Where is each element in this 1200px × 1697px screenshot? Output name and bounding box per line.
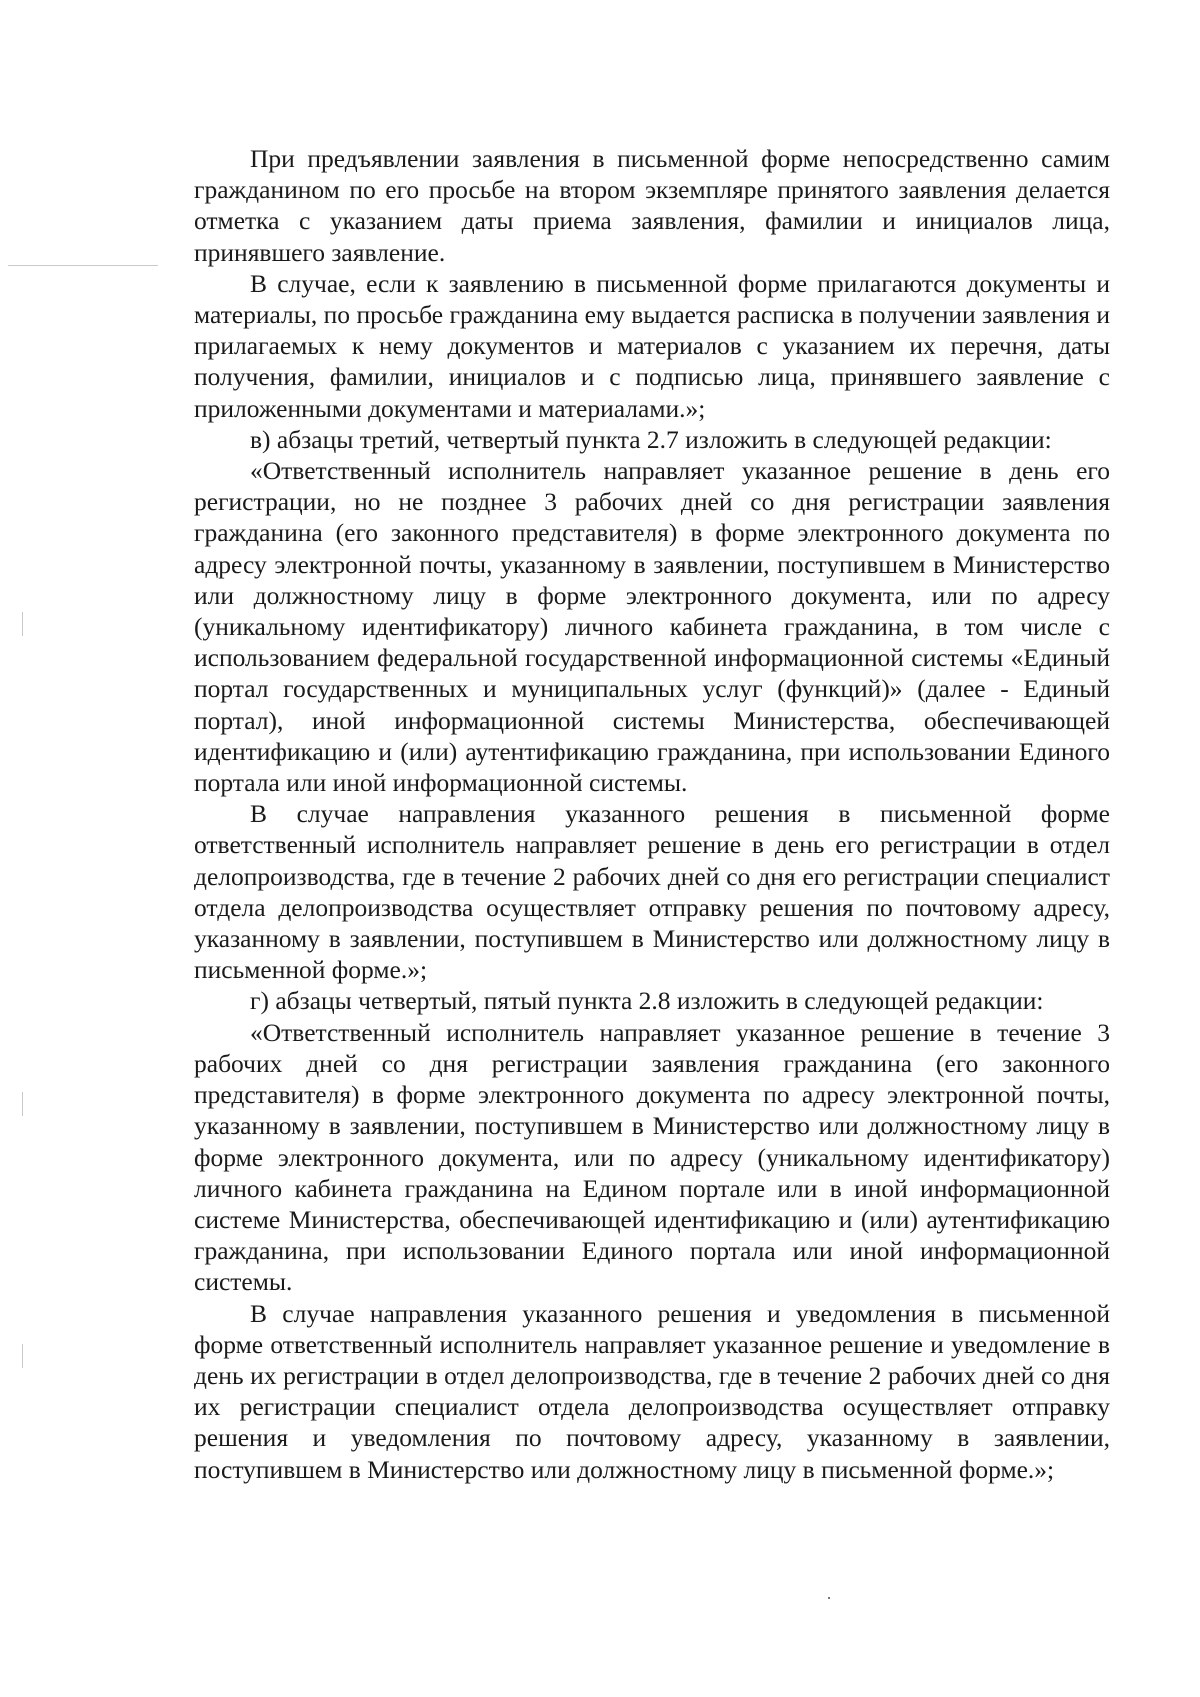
scan-artifact	[8, 265, 158, 266]
paragraph-electronic-decision: «Ответственный исполнитель направляет указанное решение в день его регистрации, но не позднее 3 рабочих дней со дня регистрации заявления гражданина (его законного представителя) в форме электронного документа по адресу электронной почты, указанному в заявлении, поступившем в Министерство или должностному лицу в форме электронного документа, или по адресу (уникальному идентификатору) личного кабинета гражданина, в том числе с использованием федеральной государственной информационной системы «Единый портал государственных и муниципальных услуг (функций)» (далее - Единый портал), иной информационной системы Министерства, обеспечивающей идентификацию и (или) аутентификацию гражданина, при использовании Единого портала или иной информационной системы.	[194, 456, 1110, 798]
scan-artifact	[22, 1092, 23, 1116]
paragraph-receipt: В случае, если к заявлению в письменной форме прилагаются документы и материалы, по просьбе гражданина ему выдается расписка в получении заявления и прилагаемых к нему документов и материалов с указанием их перечня, даты получения, фамилии, инициалов и с подписью лица, принявшего заявление с приложенными документами и материалами.»;	[194, 268, 1110, 423]
document-body	[194, 143, 1110, 1485]
paragraph-written-decision-notice: В случае направления указанного решения и уведомления в письменной форме ответственный исполнитель направляет указанное решение и уведомление в день их регистрации в отдел делопроизводства, где в течение 2 рабочих дней со дня их регистрации специалист отдела делопроизводства осуществляет отправку решения и уведомления по почтовому адресу, указанному в заявлении, поступившем в Министерство или должностному лицу в письменной форме.»;	[194, 1298, 1110, 1484]
paragraph-electronic-decision-2: «Ответственный исполнитель направляет указанное решение в течение 3 рабочих дней со дня регистрации заявления гражданина (его законного представителя) в форме электронного документа по адресу электронной почты, указанному в заявлении, поступившем в Министерство или должностному лицу в форме электронного документа, или по адресу (уникальному идентификатору) личного кабинета гражданина на Едином портале или в иной информационной системе Министерства, обеспечивающей идентификацию и (или) аутентификацию гражданина, при использовании Единого портала или иной информационной системы.	[194, 1017, 1110, 1297]
paragraph-amendment-v: в) абзацы третий, четвертый пункта 2.7 изложить в следующей редакции:	[250, 424, 1052, 454]
paragraph-submission-mark: При предъявлении заявления в письменной форме непосредственно самим гражданином по его просьбе на втором экземпляре принятого заявления делается отметка с указанием даты приема заявления, фамилии и инициалов лица, принявшего заявление.	[194, 144, 1110, 267]
scan-artifact	[22, 1344, 23, 1368]
paragraph-amendment-g: г) абзацы четвертый, пятый пункта 2.8 изложить в следующей редакции:	[250, 986, 1044, 1016]
scan-dot	[828, 1597, 830, 1599]
scan-artifact	[22, 612, 23, 636]
paragraph-written-decision: В случае направления указанного решения в письменной форме ответственный исполнитель направляет решение в день его регистрации в отдел делопроизводства, где в течение 2 рабочих дней со дня его регистрации специалист отдела делопроизводства осуществляет отправку решения по почтовому адресу, указанному в заявлении, поступившем в Министерство или должностному лицу в письменной форме.»;	[194, 799, 1110, 985]
